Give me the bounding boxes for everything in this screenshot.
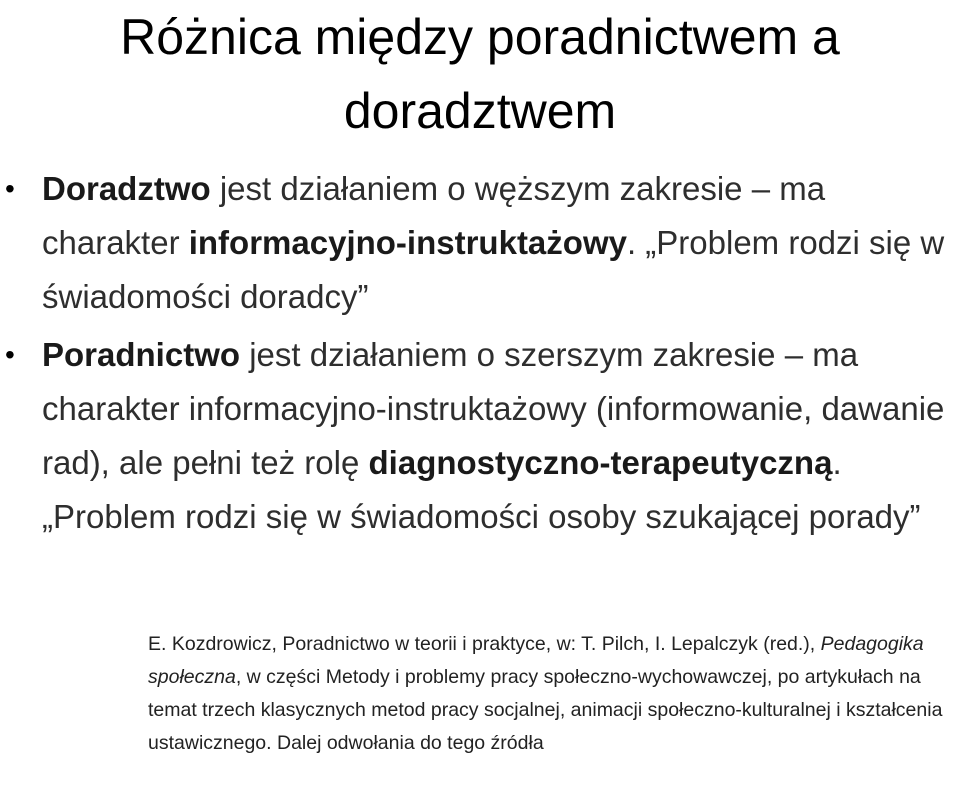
source-reference bbox=[148, 628, 953, 760]
bullet-text: . „Problem rodzi się w świadomości doradcy” bbox=[42, 224, 945, 315]
bullet-dot-icon: • bbox=[5, 339, 15, 370]
reference-book-title: Pedagogika społeczna bbox=[148, 633, 924, 688]
term-doradztwo: Doradztwo bbox=[42, 170, 211, 207]
slide-title: Różnica między poradnictwem a doradztwem bbox=[120, 9, 840, 139]
bullet-doradztwo bbox=[0, 162, 960, 324]
bullet-dot-icon: • bbox=[5, 173, 15, 204]
reference-suffix: , w części Metody i problemy pracy społeczno-wychowawczej, po artykułach na temat trzech klasycznych metod pracy socjalnej, animacji społeczno-kulturalnej i kształcenia ustawicznego. Dalej odwołania do tego źródła bbox=[148, 666, 943, 754]
bullet-text: jest działaniem o węższym zakresie – ma charakter bbox=[42, 170, 826, 261]
bullet-list bbox=[0, 162, 960, 544]
bullet-poradnictwo bbox=[0, 328, 960, 544]
bullet-emphasis: diagnostyczno-terapeutyczną bbox=[368, 444, 833, 481]
bullet-emphasis: informacyjno-instruktażowy bbox=[188, 224, 627, 261]
term-poradnictwo: Poradnictwo bbox=[42, 336, 241, 373]
bullet-text: . „Problem rodzi się w świadomości osoby szukającej porady” bbox=[42, 444, 921, 535]
bullet-text: jest działaniem o szerszym zakresie – ma charakter informacyjno-instruktażowy (informowanie, dawanie rad), ale pełni też rolę bbox=[42, 336, 945, 481]
reference-prefix: E. Kozdrowicz, Poradnictwo w teorii i praktyce, w: T. Pilch, I. Lepalczyk (red.), bbox=[148, 633, 821, 655]
